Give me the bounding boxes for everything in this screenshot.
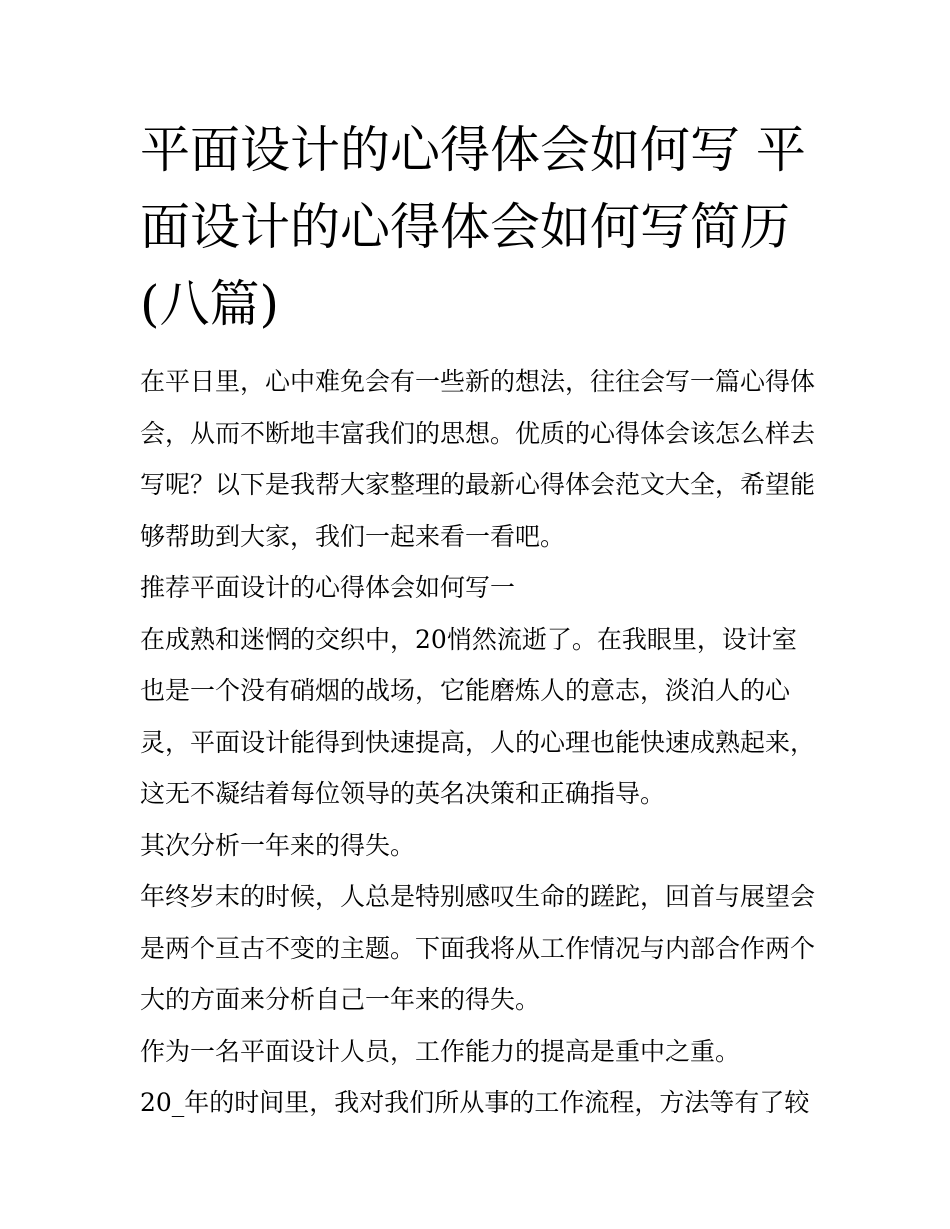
text-line: 这无不凝结着每位领导的英名决策和正确指导。 [140,779,666,808]
text-line: 够帮助到大家，我们一起来看一看吧。 [140,521,566,551]
text-line: 也是一个没有硝烟的战场，它能磨炼人的意志，淡泊人的心 [140,676,791,705]
text-line: 其次分析一年来的得失。 [140,830,416,860]
text-line: 会，从而不断地丰富我们的思想。优质的心得体会该怎么样去 [140,418,816,448]
title-line: (八篇) [140,275,280,333]
document-body [140,356,820,1129]
text-line: 灵，平面设计能得到快速提高，人的心理也能快速成熟起来， [140,727,816,757]
text-line: 大的方面来分析自己一年来的得失。 [140,985,541,1014]
text-line: 年终岁末的时候，人总是特别感叹生命的蹉跎，回首与展望会 [140,882,816,911]
text-line: 20_年的时间里，我对我们所从事的工作流程，方法等有了较 [140,1088,810,1117]
text-line: 作为一名平面设计人员，工作能力的提高是重中之重。 [140,1036,741,1066]
body-paragraph [140,1077,820,1129]
body-paragraph [140,1026,820,1078]
text-line: 在成熟和迷惘的交织中，20悄然流逝了。在我眼里，设计室 [140,624,797,654]
intro-paragraph [140,356,820,562]
text-line: 在平日里，心中难免会有一些新的想法，往往会写一篇心得体 [140,367,816,396]
body-paragraph [140,820,820,872]
title-line: 面设计的心得体会如何写简历 [140,198,790,256]
section-heading [140,562,820,614]
document-title [140,112,820,343]
body-paragraph [140,614,820,820]
text-line: 写呢？以下是我帮大家整理的最新心得体会范文大全，希望能 [140,470,816,499]
text-line: 推荐平面设计的心得体会如何写一 [140,573,516,602]
body-paragraph [140,871,820,1026]
text-line: 是两个亘古不变的主题。下面我将从工作情况与内部合作两个 [140,933,816,963]
title-line: 平面设计的心得体会如何写 平 [140,121,806,179]
